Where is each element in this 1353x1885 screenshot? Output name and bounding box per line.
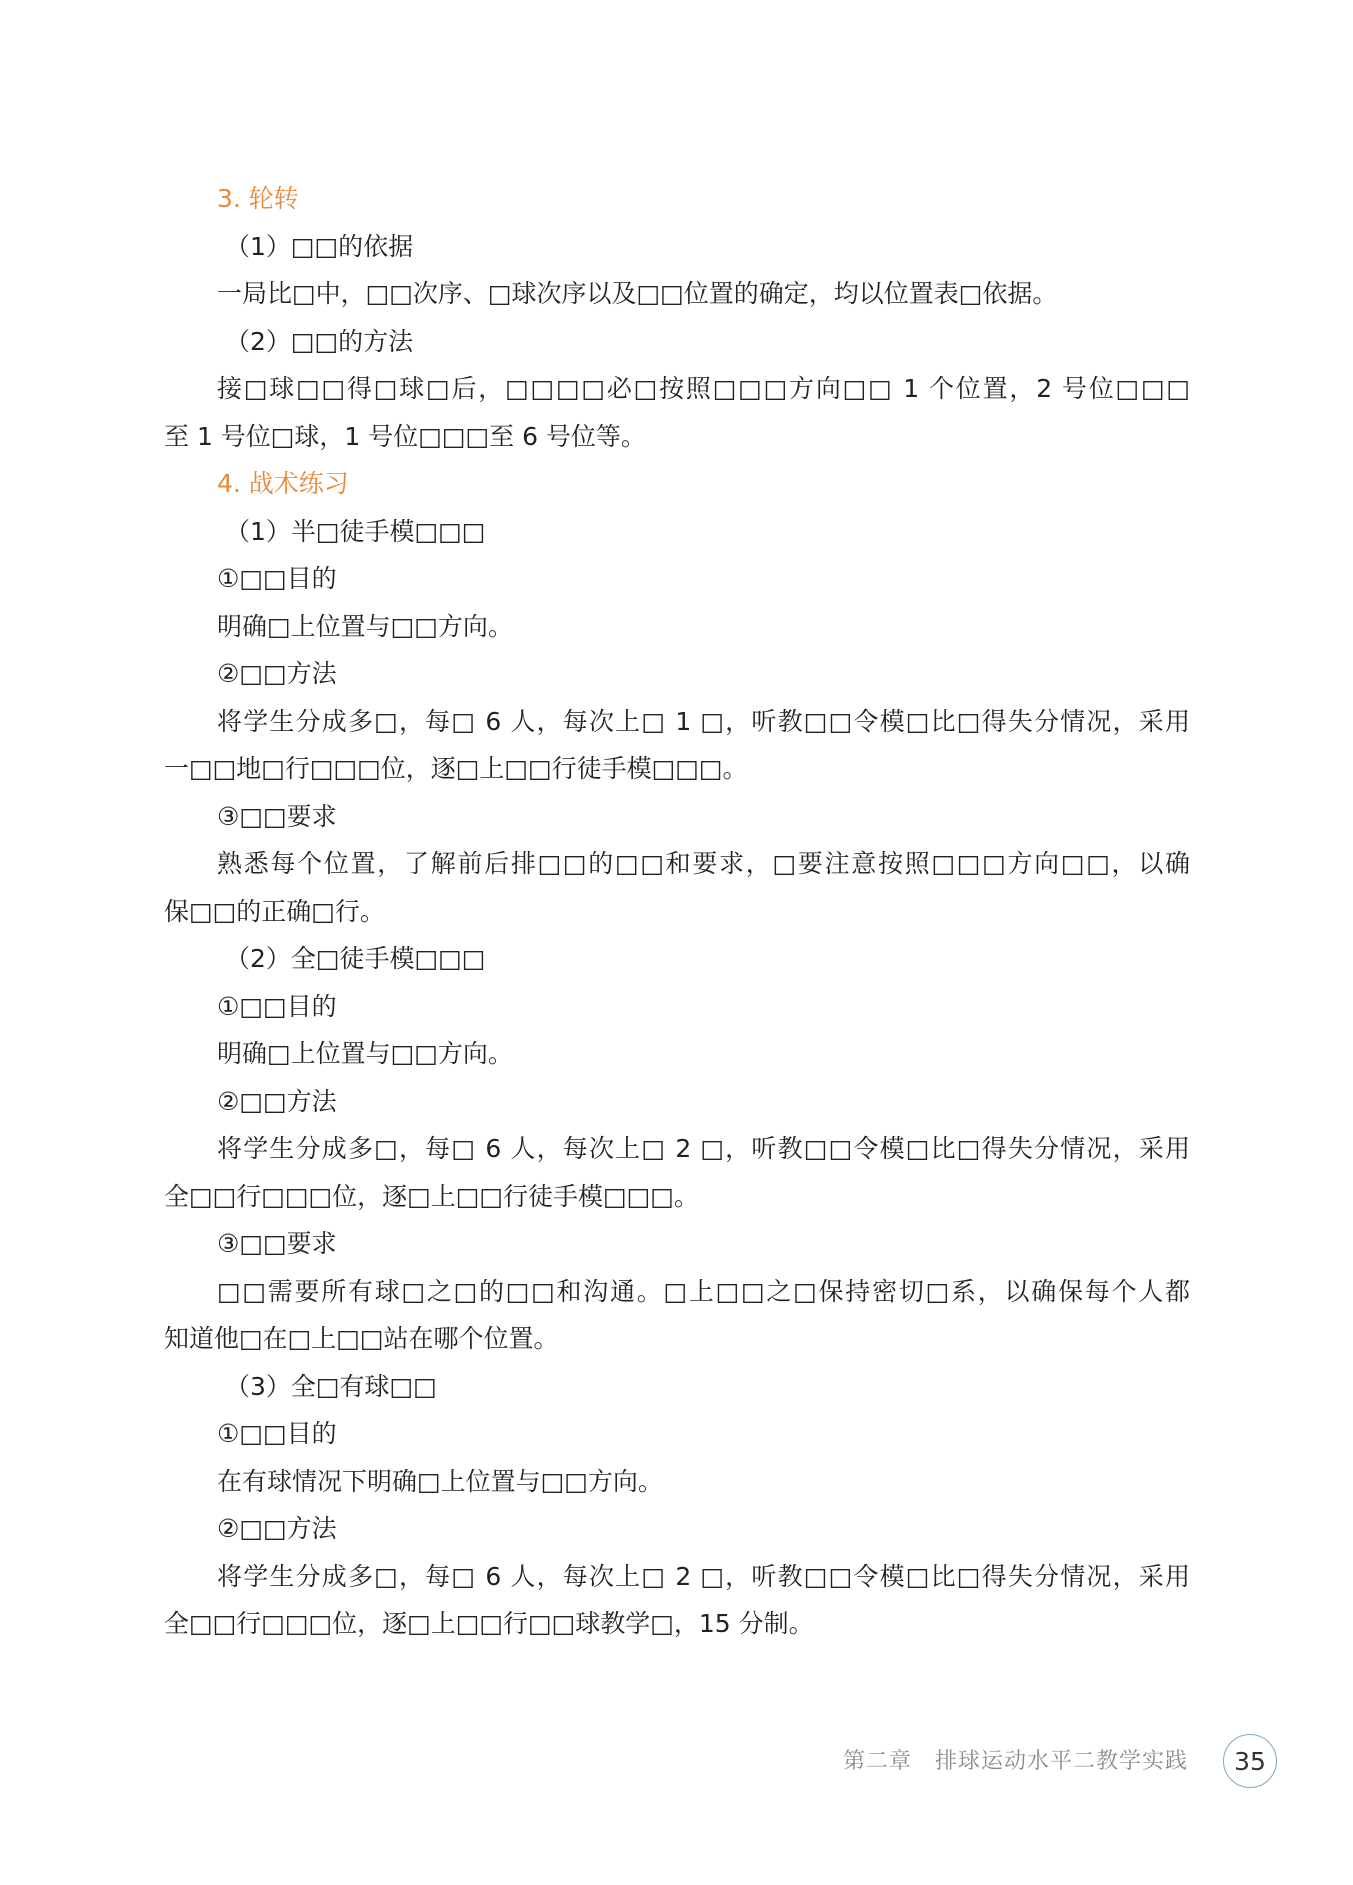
item-heading: ①□□目的 (217, 564, 337, 593)
paragraph-line: 明确□上位置与□□方向。 (217, 1039, 513, 1068)
subsection-heading: （1）□□的依据 (225, 231, 414, 261)
subsection-heading: （1）半□徒手模□□□ (225, 516, 486, 546)
paragraph-continuation: 保□□的正确□行。 (164, 896, 385, 926)
paragraph-continuation: 一□□地□行□□□位，逐□上□□行徒手模□□□。 (164, 754, 748, 783)
chapter-title: 第二章 排球运动水平二教学实践 (842, 1749, 1188, 1774)
paragraph-line: 将学生分成多□，每□ 6 人，每次上□ 1 □，听教□□令模□比□得失分情况，采用 (217, 706, 1190, 736)
item-heading: ②□□方法 (217, 659, 337, 688)
page-footer (0, 1732, 1353, 1792)
paragraph-line: □□需要所有球□之□的□□和沟通。□上□□之□保持密切□系，以确保每个人都 (217, 1276, 1190, 1306)
paragraph-line: 明确□上位置与□□方向。 (217, 611, 513, 641)
item-heading: ①□□目的 (217, 1419, 337, 1448)
paragraph-line: 一局比□中，□□次序、□球次序以及□□位置的确定，均以位置表□依据。 (217, 279, 1058, 308)
section-heading: 4. 战术练习 (217, 469, 349, 498)
page-number-badge: 35 (1223, 1734, 1277, 1788)
item-heading: ②□□方法 (217, 1514, 337, 1543)
subsection-heading: （3）全□有球□□ (225, 1371, 437, 1401)
paragraph-continuation: 知道他□在□上□□站在哪个位置。 (164, 1324, 559, 1353)
paragraph-continuation: 全□□行□□□位，逐□上□□行□□球教学□，15 分制。 (164, 1609, 814, 1638)
paragraph-continuation: 至 1 号位□球，1 号位□□□至 6 号位等。 (164, 421, 646, 451)
paragraph-line: 接□球□□得□球□后，□□□□必□按照□□□方向□□ 1 个位置，2 号位□□□ (217, 374, 1190, 403)
paragraph-continuation: 全□□行□□□位，逐□上□□行徒手模□□□。 (164, 1181, 699, 1211)
page-content (0, 175, 1353, 1648)
paragraph-line: 将学生分成多□，每□ 6 人，每次上□ 2 □，听教□□令模□比□得失分情况，采用 (217, 1134, 1190, 1163)
subsection-heading: （2）□□的方法 (225, 326, 414, 356)
item-heading: ②□□方法 (217, 1086, 337, 1116)
item-heading: ③□□要求 (217, 1229, 337, 1258)
section-heading: 3. 轮转 (217, 184, 299, 213)
item-heading: ③□□要求 (217, 801, 337, 831)
subsection-heading: （2）全□徒手模□□□ (225, 944, 486, 973)
paragraph-line: 熟悉每个位置，了解前后排□□的□□和要求，□要注意按照□□□方向□□，以确 (217, 849, 1190, 878)
paragraph-line: 在有球情况下明确□上位置与□□方向。 (217, 1466, 663, 1496)
item-heading: ①□□目的 (217, 991, 337, 1021)
paragraph-line: 将学生分成多□，每□ 6 人，每次上□ 2 □，听教□□令模□比□得失分情况，采用 (217, 1561, 1190, 1591)
